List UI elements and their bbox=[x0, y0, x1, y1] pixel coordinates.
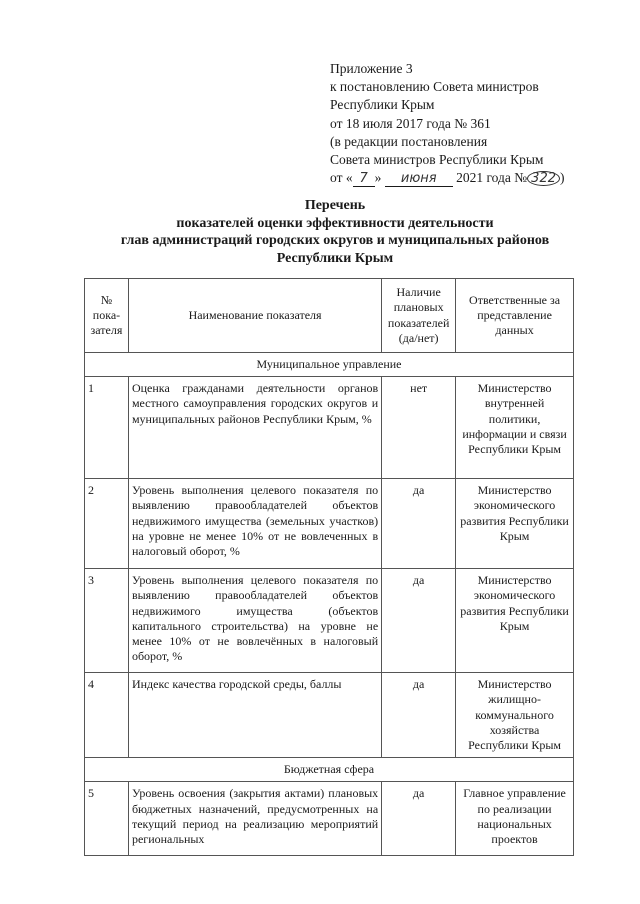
date-mid: » bbox=[374, 170, 382, 186]
row-num: 2 bbox=[85, 479, 129, 569]
section-budget bbox=[85, 758, 574, 782]
table-row bbox=[85, 673, 574, 758]
header-name: Наименование показателя bbox=[128, 279, 381, 353]
amendment-date-line bbox=[330, 169, 630, 187]
row-num: 5 bbox=[85, 782, 129, 856]
table-row bbox=[85, 377, 574, 479]
table-row bbox=[85, 569, 574, 673]
appendix-resolution: к постановлению Совета министров bbox=[330, 79, 539, 95]
row-resp: Министерство жилищно-коммунального хозяйства Республики Крым bbox=[456, 673, 574, 758]
appendix-republic: Республики Крым bbox=[330, 97, 435, 113]
header-num: № пока-зателя bbox=[85, 279, 129, 353]
handwritten-number: 322 bbox=[527, 171, 560, 186]
title-line-2: показателей оценки эффективности деятельности bbox=[176, 215, 494, 231]
date-prefix: от « bbox=[330, 170, 353, 186]
row-num: 4 bbox=[85, 673, 129, 758]
closing-paren: ) bbox=[560, 170, 565, 186]
table-row bbox=[85, 479, 574, 569]
header-resp: Ответственные за представление данных bbox=[456, 279, 574, 353]
row-name: Оценка гражданами деятельности органов местного самоуправления городских округов и муниципальных районов Республики Крым, % bbox=[128, 377, 381, 479]
row-num: 3 bbox=[85, 569, 129, 673]
appendix-label: Приложение 3 bbox=[330, 61, 413, 76]
row-resp: Министерство экономического развития Республики Крым bbox=[456, 479, 574, 569]
title-line-1: Перечень bbox=[304, 198, 366, 213]
row-plan: да bbox=[382, 479, 456, 569]
row-resp: Министерство экономического развития Республики Крым bbox=[456, 569, 574, 673]
row-name: Уровень освоения (закрытия актами) плановых бюджетных назначений, предусмотренных на текущий период на реализацию мероприятий региональных bbox=[128, 782, 381, 856]
handwritten-month: июня bbox=[385, 172, 453, 187]
section-municipal bbox=[85, 353, 574, 377]
row-name: Уровень выполнения целевого показателя по выявлению правообладателей объектов недвижимого имущества (объектов капитального строительства) на уровне не менее 10% от не вовлечённых в налоговый оборот, % bbox=[128, 569, 381, 673]
row-num: 1 bbox=[85, 377, 129, 479]
title-line-4: Республики Крым bbox=[276, 250, 394, 266]
year-part: 2021 года № bbox=[456, 170, 528, 186]
appendix-council: Совета министров Республики Крым bbox=[330, 152, 544, 168]
row-plan: нет bbox=[382, 377, 456, 479]
appendix-header bbox=[330, 60, 630, 187]
appendix-edition: (в редакции постановления bbox=[330, 133, 488, 149]
handwritten-day: 7 bbox=[353, 172, 375, 187]
section-budget-label: Бюджетная сфера bbox=[85, 758, 574, 782]
row-plan: да bbox=[382, 673, 456, 758]
row-resp: Министерство внутренней политики, информации и связи Республики Крым bbox=[456, 377, 574, 479]
row-plan: да bbox=[382, 569, 456, 673]
title-line-3: глав администраций городских округов и муниципальных районов bbox=[120, 233, 550, 248]
row-plan: да bbox=[382, 782, 456, 856]
table-row bbox=[85, 782, 574, 856]
section-municipal-label: Муниципальное управление bbox=[85, 353, 574, 377]
table-header-row bbox=[85, 279, 574, 353]
row-name: Индекс качества городской среды, баллы bbox=[128, 673, 381, 758]
appendix-date: от 18 июля 2017 года № 361 bbox=[330, 115, 491, 131]
row-resp: Главное управление по реализации национальных проектов bbox=[456, 782, 574, 856]
header-plan: Наличие плановых показателей (да/нет) bbox=[382, 279, 456, 353]
indicators-table bbox=[84, 278, 574, 856]
row-name: Уровень выполнения целевого показателя по выявлению правообладателей объектов недвижимого имущества (земельных участков) на уровне не менее 10% от не вовлеченных в налоговый оборот, % bbox=[128, 479, 381, 569]
document-title bbox=[60, 197, 610, 267]
